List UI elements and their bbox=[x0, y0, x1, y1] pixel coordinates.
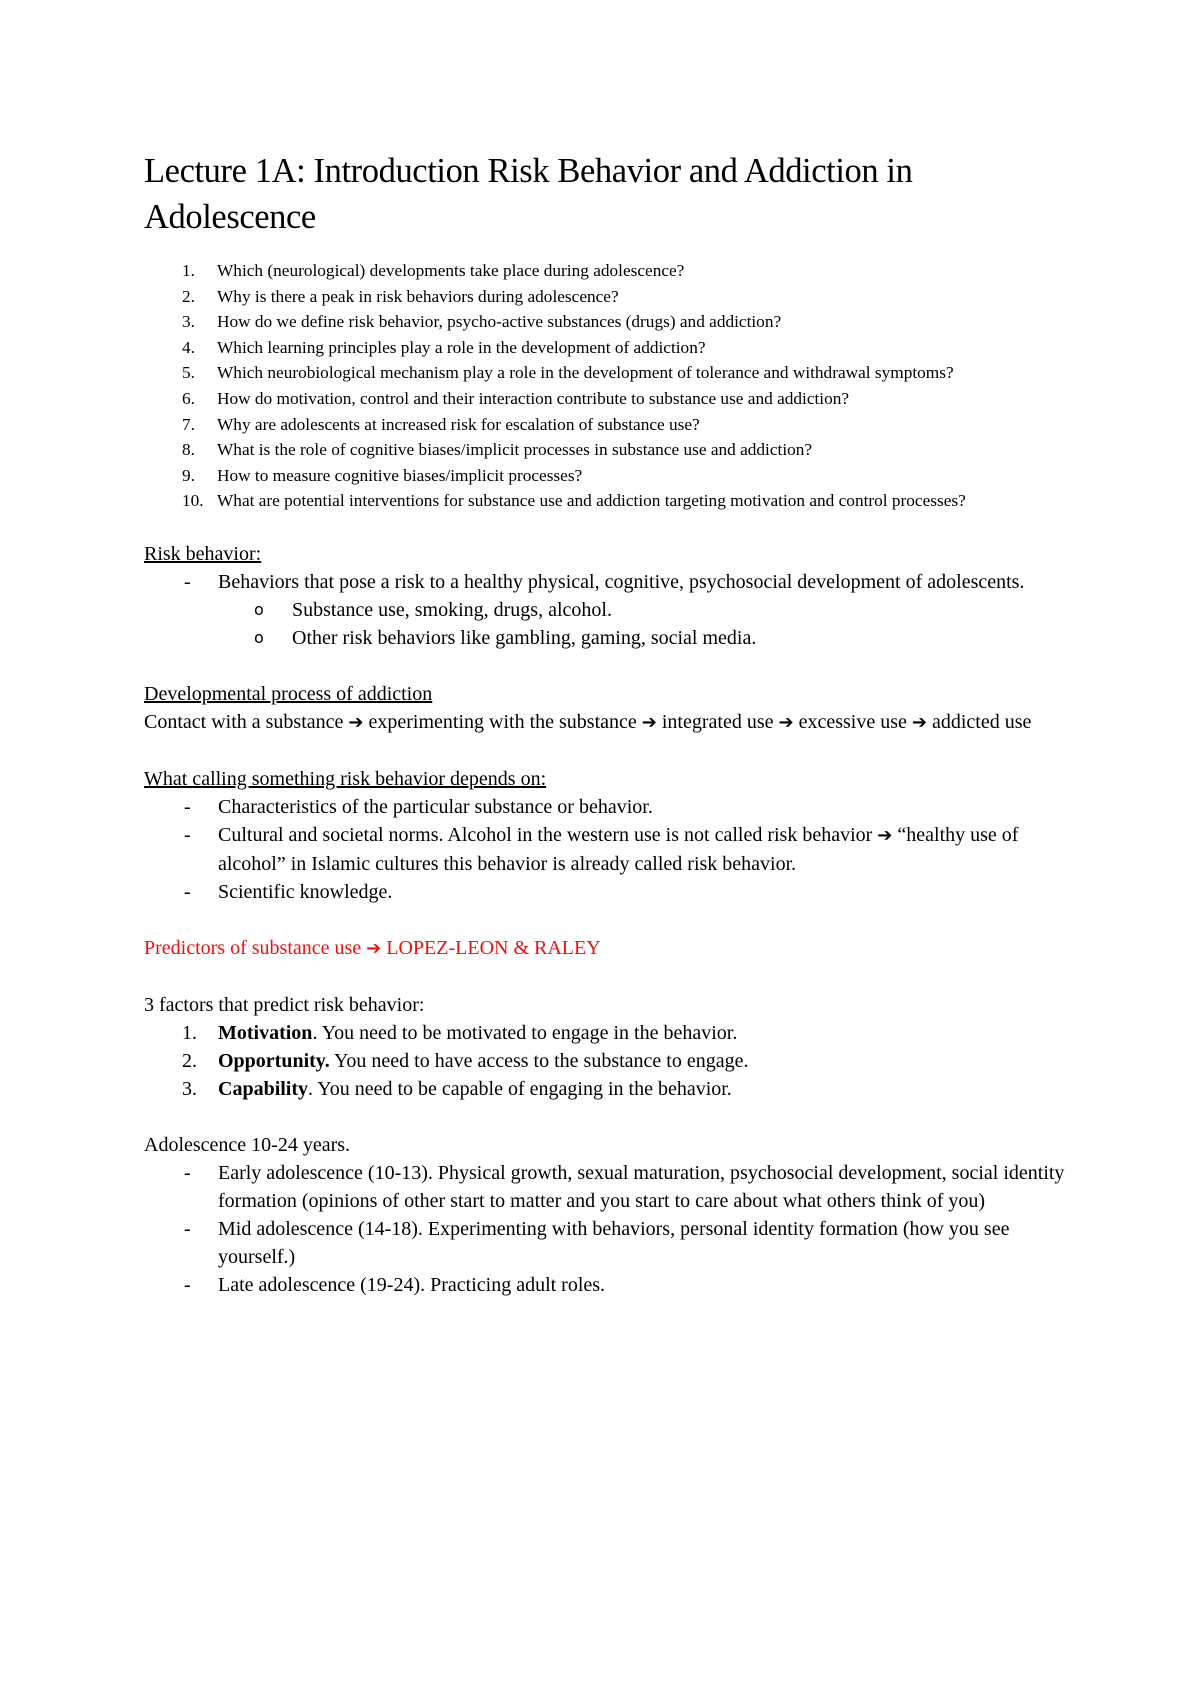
page-title: Lecture 1A: Introduction Risk Behavior and Addiction in Adolescence bbox=[144, 152, 913, 236]
list-item bbox=[144, 568, 1084, 596]
dash-bullet: - bbox=[184, 1273, 191, 1296]
risk-behavior-sublist bbox=[144, 596, 1084, 652]
dash-bullet: - bbox=[184, 795, 191, 818]
adolescence-stage-text: Late adolescence (19-24). Practicing adult roles. bbox=[218, 1273, 606, 1296]
question-text: Why are adolescents at increased risk for escalation of substance use? bbox=[217, 414, 700, 434]
developmental-heading: Developmental process of addiction bbox=[144, 682, 433, 705]
factor-description: . You need to be capable of engaging in the behavior. bbox=[308, 1077, 732, 1100]
developmental-process-text bbox=[144, 708, 1084, 737]
arrow-right-icon: ➔ bbox=[366, 937, 382, 959]
question-item bbox=[144, 437, 1084, 463]
adolescence-section bbox=[144, 1131, 1084, 1299]
dash-bullet: - bbox=[184, 1217, 191, 1240]
question-number: 3. bbox=[182, 312, 195, 332]
question-text: Which (neurological) developments take place during adolescence? bbox=[217, 261, 685, 280]
question-item bbox=[144, 284, 1084, 310]
dash-bullet: - bbox=[184, 823, 191, 846]
question-number: 2. bbox=[182, 286, 195, 306]
lecture-questions-list bbox=[144, 258, 1084, 514]
depends-item-continuation: “healthy use of alcohol” in Islamic cultures this behavior is already called risk behavior. bbox=[218, 823, 1019, 875]
question-text: Which learning principles play a role in the development of addiction? bbox=[217, 337, 706, 357]
process-step: Contact with a substance bbox=[144, 710, 344, 733]
adolescence-list bbox=[144, 1159, 1084, 1299]
question-text: Which neurobiological mechanism play a role in the development of tolerance and withdrawal symptoms? bbox=[217, 363, 954, 383]
developmental-section bbox=[144, 680, 1084, 737]
depends-heading: What calling something risk behavior depends on: bbox=[144, 767, 547, 790]
process-step: addicted use bbox=[931, 710, 1032, 733]
depends-item-text: Characteristics of the particular substance or behavior. bbox=[218, 795, 653, 818]
depends-list bbox=[144, 793, 1084, 906]
question-text: How do motivation, control and their interaction contribute to substance use and addiction? bbox=[217, 388, 850, 408]
factor-description: . You need to be motivated to engage in the behavior. bbox=[312, 1021, 738, 1044]
risk-behavior-section bbox=[144, 540, 1084, 652]
question-item bbox=[144, 335, 1084, 361]
question-item bbox=[144, 412, 1084, 438]
question-number: 1. bbox=[182, 261, 195, 280]
subbullet-text: Other risk behaviors like gambling, gaming, social media. bbox=[292, 626, 757, 649]
dash-bullet: - bbox=[184, 570, 191, 593]
list-item bbox=[144, 1075, 1084, 1103]
question-text: How do we define risk behavior, psycho-active substances (drugs) and addiction? bbox=[217, 312, 782, 332]
arrow-right-icon: ➔ bbox=[348, 711, 364, 733]
process-step: experimenting with the substance bbox=[368, 710, 637, 733]
question-number: 5. bbox=[182, 363, 195, 383]
subbullet-text: Substance use, smoking, drugs, alcohol. bbox=[292, 598, 612, 621]
question-number: 6. bbox=[182, 388, 195, 408]
factor-term: Capability bbox=[218, 1077, 309, 1100]
question-item bbox=[144, 360, 1084, 386]
risk-behavior-heading: Risk behavior: bbox=[144, 542, 262, 565]
question-number: 10. bbox=[182, 491, 204, 511]
question-item bbox=[144, 386, 1084, 412]
question-text: How to measure cognitive biases/implicit processes? bbox=[217, 465, 583, 485]
list-item bbox=[144, 1047, 1084, 1075]
question-number: 4. bbox=[182, 337, 195, 357]
factor-number: 1. bbox=[182, 1021, 197, 1044]
depends-section bbox=[144, 765, 1084, 906]
depends-item-text: Scientific knowledge. bbox=[218, 880, 393, 903]
list-item bbox=[144, 821, 1084, 878]
list-item bbox=[144, 596, 1084, 624]
list-item bbox=[144, 1215, 1084, 1271]
arrow-right-icon: ➔ bbox=[877, 824, 893, 846]
factors-intro: 3 factors that predict risk behavior: bbox=[144, 993, 425, 1016]
question-item bbox=[144, 309, 1084, 335]
risk-behavior-list bbox=[144, 568, 1084, 596]
question-item bbox=[144, 258, 1084, 284]
arrow-right-icon: ➔ bbox=[911, 711, 927, 733]
factor-number: 3. bbox=[182, 1077, 197, 1100]
factor-description: You need to have access to the substance to engage. bbox=[329, 1049, 749, 1072]
circle-bullet: o bbox=[254, 599, 264, 619]
factors-list bbox=[144, 1019, 1084, 1103]
risk-behavior-definition: Behaviors that pose a risk to a healthy physical, cognitive, psychosocial development of adolescents. bbox=[218, 570, 1025, 593]
list-item bbox=[144, 1019, 1084, 1047]
question-number: 8. bbox=[182, 440, 195, 460]
question-number: 9. bbox=[182, 465, 195, 485]
factors-section bbox=[144, 991, 1084, 1103]
question-number: 7. bbox=[182, 414, 195, 434]
question-item bbox=[144, 463, 1084, 489]
factor-term: Motivation bbox=[218, 1021, 313, 1044]
process-step: excessive use bbox=[798, 710, 907, 733]
question-text: What is the role of cognitive biases/implicit processes in substance use and addiction? bbox=[217, 440, 813, 460]
dash-bullet: - bbox=[184, 880, 191, 903]
adolescence-stage-text: Mid adolescence (14-18). Experimenting with behaviors, personal identity formation (how you see yourself.) bbox=[218, 1217, 1010, 1268]
list-item bbox=[144, 1159, 1084, 1215]
arrow-right-icon: ➔ bbox=[641, 711, 657, 733]
question-text: Why is there a peak in risk behaviors during adolescence? bbox=[217, 286, 619, 306]
predictors-reference: LOPEZ-LEON & RALEY bbox=[386, 936, 601, 959]
factor-term: Opportunity. bbox=[218, 1049, 330, 1072]
circle-bullet: o bbox=[254, 627, 264, 647]
question-text: What are potential interventions for substance use and addiction targeting motivation and control processes? bbox=[217, 491, 966, 511]
adolescence-intro: Adolescence 10-24 years. bbox=[144, 1133, 351, 1156]
factor-number: 2. bbox=[182, 1049, 197, 1072]
dash-bullet: - bbox=[184, 1161, 191, 1184]
process-step: integrated use bbox=[661, 710, 774, 733]
arrow-right-icon: ➔ bbox=[778, 711, 794, 733]
list-item bbox=[144, 624, 1084, 652]
list-item bbox=[144, 878, 1084, 906]
question-item bbox=[144, 488, 1084, 514]
depends-item-text: Cultural and societal norms. Alcohol in the western use is not called risk behavior bbox=[218, 823, 873, 846]
list-item bbox=[144, 1271, 1084, 1299]
adolescence-stage-text: Early adolescence (10-13). Physical growth, sexual maturation, psychosocial development, social identity formation (opinions of other start to matter and you start to care about what others think of you) bbox=[218, 1161, 1065, 1212]
predictors-line bbox=[144, 934, 1084, 963]
predictors-label: Predictors of substance use bbox=[144, 936, 362, 959]
list-item bbox=[144, 793, 1084, 821]
document-content bbox=[144, 148, 1084, 1299]
